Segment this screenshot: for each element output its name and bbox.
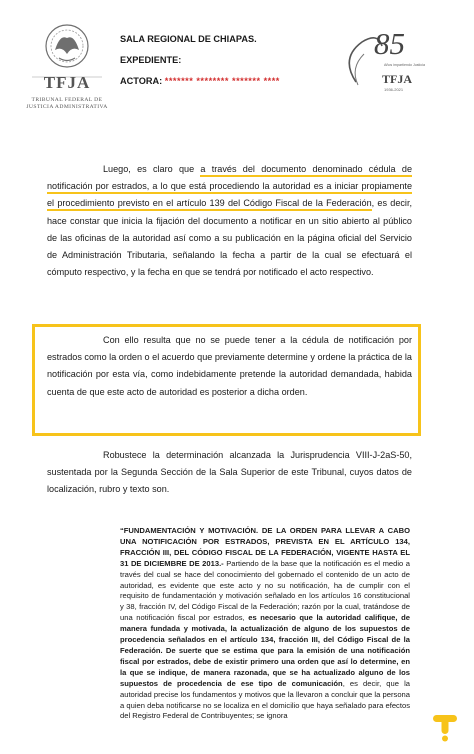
jurisprudence-quote (120, 526, 410, 722)
left-logo-subtitle: TRIBUNAL FEDERAL DE JUSTICIA ADMINISTRATIVA (26, 97, 108, 110)
actora-label: ACTORA: (120, 76, 163, 86)
paragraph-2 (47, 332, 412, 401)
p1-lead: Luego, es claro que (103, 164, 201, 174)
p1-highlighted: a través del documento denominado cédula de notificación por estrados, a lo que está procediendo la autoridad es a iniciar propiamente el procedimiento previsto en el artículo 139 del Código Fiscal de la Federación (47, 164, 412, 211)
anniversary-85-logo (338, 26, 438, 102)
right-logo-text: TFJA (382, 72, 412, 86)
quote-bold-text: es necesario que la autoridad califique, de manera fundada y motivada, la actualización de alguno de los supuestos de procedencia señalados en el artículo 134, fracción III, del Código Fiscal de la Federación. De suerte que se estima que para la emisión de una notificación fiscal por estrados, debe de existir primero una orden que así lo determine, en la que se indique, de manera razonada, que se ha actualizado alguno de los supuestos de procedencia de ese tipo de comunicación (120, 613, 410, 688)
quote-heading: “FUNDAMENTACIÓN Y MOTIVACIÓN. DE LA ORDEN PARA LLEVAR A CABO UNA NOTIFICACIÓN POR ESTRADOS, PREVISTA EN EL ARTÍCULO 134, FRACCIÓN III, DEL CÓDIGO FISCAL DE LA FEDERACIÓN, VIGENTE HASTA EL 31 DE DICIEMBRE DE 2013.- (120, 526, 410, 568)
expediente-label: EXPEDIENTE: (120, 55, 182, 65)
paragraph-1 (47, 161, 412, 281)
quote-text-2: , es decir, que la autoridad precise los fundamentos y motivos que la llevaron a concluir que la persona a quien deba notificarse no se localiza en el domicilio que haya señalado para efectos del Registro Federal de Contribuyentes; se ignora (120, 678, 410, 721)
right-logo-caption: Años impartiendo Justicia (384, 63, 425, 67)
sala-name: SALA REGIONAL DE CHIAPAS. (120, 34, 257, 44)
p1-rest: , es decir, hace constar que inicia la fijación del documento a notificar en un sitio abierto al público de las oficinas de la autoridad así como a su publicación en la página oficial del Servicio de Administración Tributaria, señalando la fecha a partir de la cual se efectuará el cómputo respectivo, y la fecha en que se tendrá por notificado el acto respectivo. (47, 198, 412, 278)
right-logo-years: 1936-2021 (384, 87, 404, 92)
right-logo-number: 85 (374, 26, 405, 61)
t-brand-icon (432, 712, 458, 742)
header-info (120, 29, 280, 92)
quote-text-1: Partiendo de la base que la notificación es el medio a través del cual se hace del conocimiento del gobernado el contenido de un acto de autoridad, es evidente que este acto y no su notificación, ha de cumplir con el requisito de fundamentación y motivación señalado en los artículos 16 constitucional y 38, fracción IV, del Código Fiscal de la Federación; razón por la cual, tratándose de una notificación fiscal por estrados, (120, 558, 410, 623)
actora-redacted-value: ******* ******** ******* **** (164, 76, 280, 86)
actora-line (120, 71, 280, 92)
tfja-logo (22, 20, 112, 120)
left-logo-text: TFJA (43, 73, 91, 92)
paragraph-3 (47, 447, 412, 499)
p3-text: Robustece la determinación alcanzada la Jurisprudencia VIII-J-2aS-50, sustentada por la Segunda Sección de la Sala Superior de este Tribunal, cuyos datos de localización, rubro y texto son. (47, 450, 412, 495)
p2-text: Con ello resulta que no se puede tener a la cédula de notificación por estrados como la orden o el acuerdo que previamente determine y ordene la práctica de la notificación por esta vía, como indebidamente pretende la autoridad demandada, habida cuenta de que este acto de autoridad es posterior a dicha orden. (47, 335, 412, 397)
